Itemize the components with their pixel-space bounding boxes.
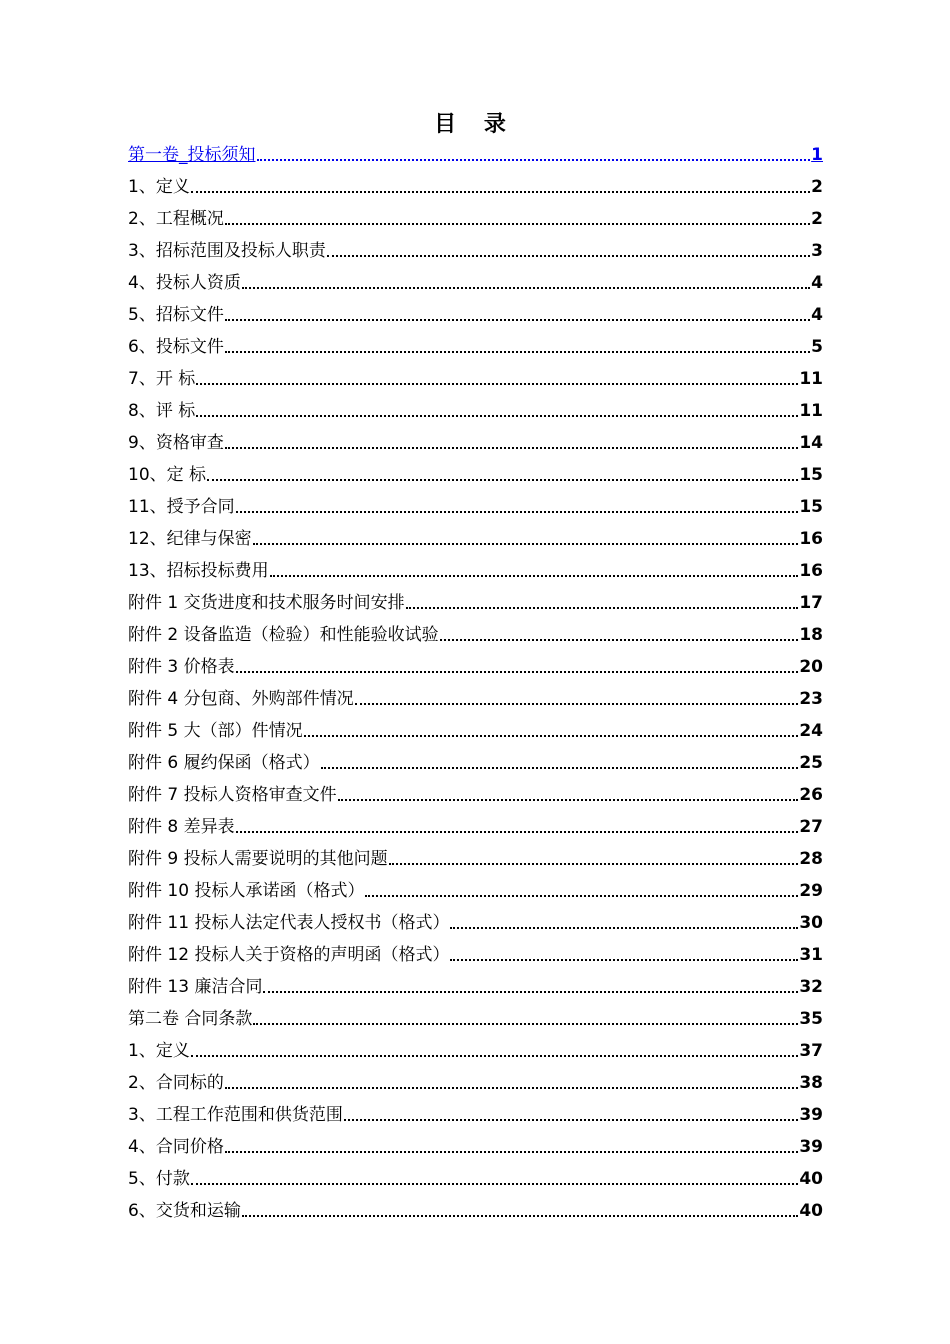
dot-leader [365,895,798,897]
toc-entry-label: 附件 12 投标人关于资格的声明函（格式） [128,945,450,965]
dot-leader [257,159,811,161]
toc-entry-page-number: 4 [811,305,823,325]
toc-entry-page-number: 14 [799,433,823,453]
toc-entry-page-number: 11 [799,369,823,389]
dot-leader [344,1119,799,1121]
toc-entry[interactable] [128,455,823,487]
toc-entry-page-number: 17 [799,593,823,613]
toc-entry[interactable] [128,903,823,935]
dot-leader [191,1183,799,1185]
dot-leader [225,319,810,321]
dot-leader [236,511,799,513]
dot-leader [338,799,799,801]
toc-entry-label: 9、资格审查 [128,433,224,453]
toc-entry-page-number: 2 [811,209,823,229]
toc-entry-label: 7、开 标 [128,369,196,389]
toc-entry[interactable] [128,1031,823,1063]
toc-entry-page-number: 39 [799,1137,823,1157]
dot-leader [304,735,799,737]
toc-entry-page-number: 35 [799,1009,823,1029]
dot-leader [191,1055,799,1057]
dot-leader [450,959,798,961]
toc-entry[interactable] [128,359,823,391]
toc-entry-label: 3、招标范围及投标人职责 [128,241,326,261]
toc-entry[interactable] [128,199,823,231]
dot-leader [440,639,799,641]
toc-entry[interactable] [128,487,823,519]
dot-leader [242,1215,799,1217]
toc-entry-label: 附件 2 设备监造（检验）和性能验收试验 [128,625,439,645]
toc-entry-label: 10、定 标 [128,465,207,485]
toc-entry-page-number: 2 [811,177,823,197]
toc-entry-label: 5、招标文件 [128,305,224,325]
dot-leader [406,607,799,609]
toc-entry[interactable] [128,935,823,967]
toc-entry-page-number: 23 [799,689,823,709]
toc-entry-label: 附件 11 投标人法定代表人授权书（格式） [128,913,450,933]
dot-leader [327,255,810,257]
toc-entry-label: 附件 9 投标人需要说明的其他问题 [128,849,388,869]
toc-entry[interactable] [128,167,823,199]
toc-entry[interactable] [128,327,823,359]
dot-leader [236,831,799,833]
toc-entry-label: 8、评 标 [128,401,196,421]
toc-entry-label: 4、投标人资质 [128,273,241,293]
toc-entry-label: 6、交货和运输 [128,1201,241,1221]
toc-entry-label: 附件 6 履约保函（格式） [128,753,320,773]
toc-entry[interactable] [128,583,823,615]
toc-entry[interactable] [128,967,823,999]
toc-entry-page-number: 24 [799,721,823,741]
toc-entry-label: 附件 1 交货进度和技术服务时间安排 [128,593,405,613]
toc-entry-page-number: 29 [799,881,823,901]
dot-leader [321,767,799,769]
toc-entry[interactable] [128,807,823,839]
dot-leader [450,927,798,929]
toc-entry[interactable] [128,839,823,871]
toc-entry-label: 13、招标投标费用 [128,561,269,581]
dot-leader [225,1087,799,1089]
toc-entry-label: 附件 8 差异表 [128,817,235,837]
toc-entry-page-number: 5 [811,337,823,357]
toc-entry[interactable] [128,871,823,903]
dot-leader [225,223,810,225]
toc-entry[interactable] [128,647,823,679]
toc-entry-page-number: 28 [799,849,823,869]
toc-entry[interactable] [128,711,823,743]
dot-leader [253,1023,798,1025]
toc-entry-label: 4、合同价格 [128,1137,224,1157]
toc-entry-page-number: 27 [799,817,823,837]
toc-list [128,135,823,1223]
toc-entry-page-number: 26 [799,785,823,805]
toc-entry-page-number: 1 [811,145,823,165]
toc-entry-label: 1、定义 [128,177,190,197]
toc-entry[interactable] [128,231,823,263]
toc-entry-page-number: 4 [811,273,823,293]
toc-entry[interactable] [128,743,823,775]
toc-entry-label: 6、投标文件 [128,337,224,357]
toc-entry[interactable] [128,615,823,647]
toc-entry[interactable] [128,1127,823,1159]
toc-entry-page-number: 3 [811,241,823,261]
toc-entry[interactable] [128,263,823,295]
toc-entry-label: 2、合同标的 [128,1073,224,1093]
toc-entry[interactable] [128,551,823,583]
dot-leader [196,415,798,417]
toc-entry[interactable] [128,775,823,807]
toc-entry-label: 11、授予合同 [128,497,235,517]
toc-entry-label: 附件 5 大（部）件情况 [128,721,303,741]
toc-entry[interactable] [128,295,823,327]
toc-entry-page-number: 30 [799,913,823,933]
toc-entry[interactable] [128,1159,823,1191]
toc-entry[interactable] [128,519,823,551]
toc-entry-page-number: 16 [799,529,823,549]
toc-entry-label: 第一卷_投标须知 [128,145,256,165]
dot-leader [196,383,798,385]
toc-entry-page-number: 32 [799,977,823,997]
toc-entry-label: 附件 13 廉洁合同 [128,977,263,997]
dot-leader [270,575,799,577]
toc-entry[interactable] [128,1191,823,1223]
toc-entry-label: 附件 10 投标人承诺函（格式） [128,881,365,901]
toc-entry-label: 附件 7 投标人资格审查文件 [128,785,337,805]
toc-entry-page-number: 31 [799,945,823,965]
toc-entry[interactable] [128,1063,823,1095]
toc-entry-page-number: 15 [799,465,823,485]
dot-leader [225,447,799,449]
dot-leader [389,863,799,865]
toc-entry[interactable] [128,1095,823,1127]
toc-entry-page-number: 15 [799,497,823,517]
dot-leader [225,351,810,353]
toc-entry-label: 12、纪律与保密 [128,529,252,549]
toc-entry-label: 附件 3 价格表 [128,657,235,677]
toc-entry-page-number: 40 [799,1201,823,1221]
dot-leader [263,991,798,993]
dot-leader [191,191,810,193]
toc-entry[interactable] [128,679,823,711]
dot-leader [355,703,799,705]
toc-entry-label: 3、工程工作范围和供货范围 [128,1105,343,1125]
dot-leader [253,543,799,545]
toc-entry-label: 5、付款 [128,1169,190,1189]
toc-entry[interactable] [128,391,823,423]
toc-entry-page-number: 40 [799,1169,823,1189]
toc-entry-page-number: 37 [799,1041,823,1061]
dot-leader [242,287,810,289]
toc-entry[interactable] [128,999,823,1031]
toc-entry-page-number: 16 [799,561,823,581]
dot-leader [225,1151,799,1153]
toc-entry-page-number: 39 [799,1105,823,1125]
toc-entry-label: 1、定义 [128,1041,190,1061]
toc-link-entry[interactable] [128,135,823,167]
toc-entry-label: 第二卷 合同条款 [128,1009,253,1029]
dot-leader [207,479,798,481]
toc-entry-page-number: 11 [799,401,823,421]
toc-entry[interactable] [128,423,823,455]
dot-leader [236,671,799,673]
toc-entry-page-number: 38 [799,1073,823,1093]
toc-entry-page-number: 18 [799,625,823,645]
toc-entry-label: 2、工程概况 [128,209,224,229]
toc-entry-page-number: 25 [799,753,823,773]
toc-title: 目 录 [434,112,516,137]
toc-entry-page-number: 20 [799,657,823,677]
toc-entry-label: 附件 4 分包商、外购部件情况 [128,689,354,709]
